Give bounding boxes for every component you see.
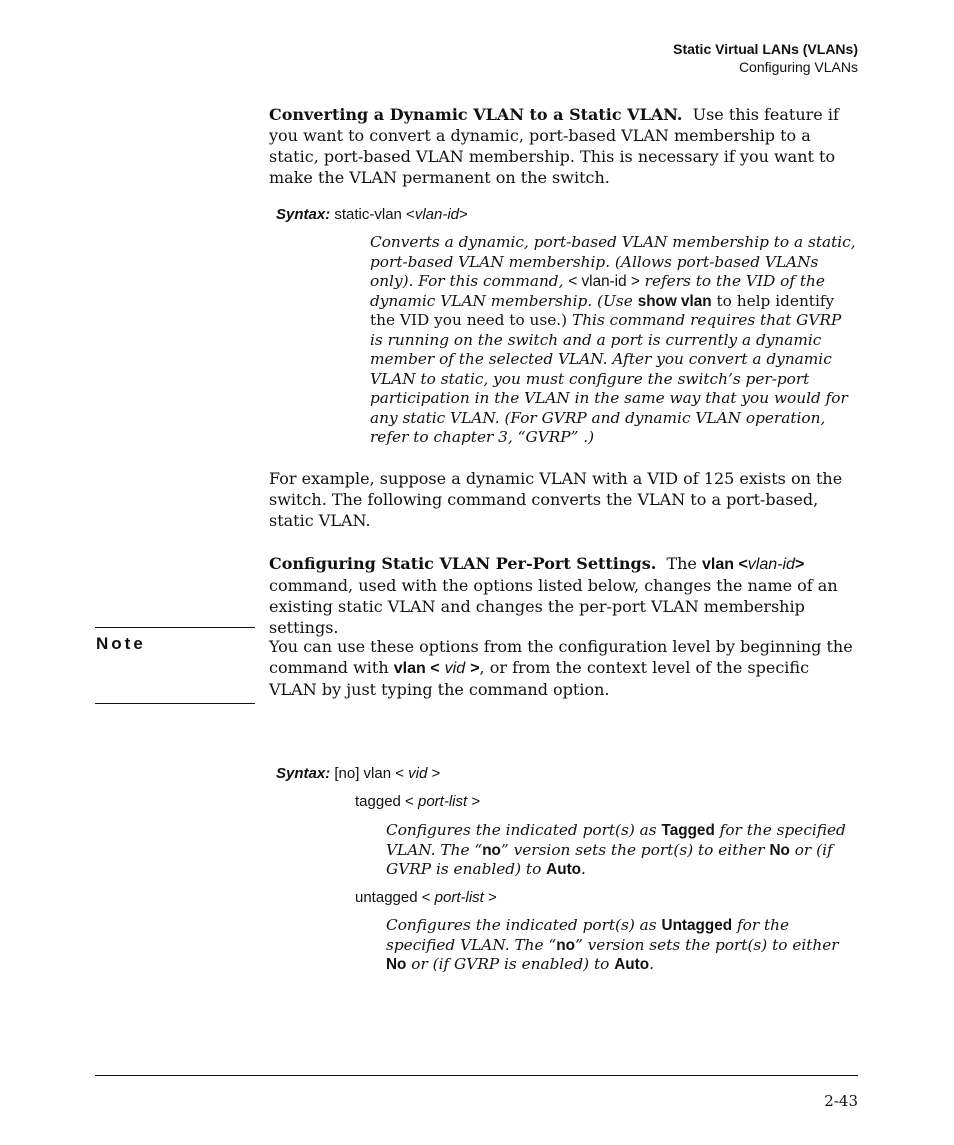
syntax2-arg: vid	[408, 765, 428, 782]
untagged-d4: or (if GVRP is enabled) to	[411, 955, 610, 973]
syntax-label: Syntax:	[276, 206, 331, 223]
untagged-description	[386, 916, 858, 975]
tagged-arg: port-list	[417, 793, 468, 810]
page-number: 2-43	[824, 1092, 858, 1110]
perport-arg: vlan-id	[747, 556, 795, 573]
syntax-command: static-vlan <	[334, 206, 415, 223]
untagged-d1: Configures the indicated port(s) as	[386, 916, 657, 934]
section-title: Configuring VLANs	[738, 59, 858, 75]
chapter-title: Static Virtual LANs (VLANs)	[673, 41, 858, 57]
untagged-d5: .	[649, 955, 654, 973]
untagged-option	[355, 888, 497, 908]
untagged-arg: port-list	[434, 889, 484, 906]
perport-cmd-end: >	[794, 556, 805, 573]
tagged-k3: No	[769, 841, 790, 859]
tagged-k4: Auto	[546, 861, 582, 878]
untagged-k2: no	[556, 936, 575, 954]
desc-text-3: to help identify the VID you need to use.)	[370, 291, 835, 329]
perport-paragraph	[269, 553, 844, 638]
untagged-d3: ” version sets the port(s) to either	[574, 935, 839, 954]
tagged-k1: Tagged	[661, 822, 715, 839]
tagged-option	[355, 792, 480, 812]
note-top-rule	[95, 627, 255, 628]
desc-text-4: This command requires that GVRP is running on the switch and a port is currently a dynamic member of the selected VLAN. After you convert a dynamic VLAN to static, you must configure the switch’s per-port participation in the VLAN in the same way that you would for any static VLAN. (For GVRP and dynamic VLAN operation, refer to chapter 3, “GVRP” .)	[370, 311, 848, 446]
convert-heading: Converting a Dynamic VLAN to a Static VLAN.	[269, 105, 683, 124]
syntax2-label: Syntax:	[276, 765, 331, 782]
desc-show-vlan: show vlan	[637, 292, 712, 310]
syntax2-end: >	[431, 765, 441, 782]
note-text	[269, 636, 859, 700]
desc-vlan-id: < vlan-id >	[568, 273, 640, 290]
syntax-end: >	[459, 206, 468, 223]
convert-description	[370, 233, 856, 448]
note-bottom-rule	[95, 703, 255, 704]
note-label: Note	[96, 634, 146, 653]
tagged-d4: or (if GVRP is enabled) to	[386, 840, 833, 878]
untagged-d2: for the specified VLAN. The “	[386, 916, 790, 954]
untagged-k4: Auto	[614, 956, 650, 973]
tagged-d3: ” version sets the port(s) to either	[500, 840, 765, 859]
note-text-2: , or from the context level of the specific VLAN by just typing the command option.	[269, 658, 810, 699]
convert-body: Use this feature if you want to convert a dynamic, port-based VLAN membership to a static, port-based VLAN membership. This is necessary if you want to make the VLAN permanent on the switch.	[269, 105, 839, 187]
example-paragraph: For example, suppose a dynamic VLAN with a VID of 125 exists on the switch. The following command converts the VLAN to a port-based, static VLAN.	[269, 469, 843, 530]
tagged-d1: Configures the indicated port(s) as	[386, 821, 657, 839]
tagged-end: >	[471, 793, 481, 810]
tagged-d2: for the specified VLAN. The “	[386, 821, 846, 859]
untagged-k3: No	[386, 956, 407, 973]
perport-cmd: vlan <	[701, 556, 748, 573]
tagged-d5: .	[581, 860, 586, 878]
convert-paragraph	[269, 104, 859, 188]
perport-heading: Configuring Static VLAN Per-Port Settings.	[269, 554, 657, 573]
vlan-syntax	[276, 764, 440, 784]
perport-text-2: command, used with the options listed below, changes the name of an existing static VLAN and changes the per-port VLAN membership settings.	[269, 576, 838, 637]
tagged-k2: no	[482, 841, 501, 859]
syntax2-cmd: [no] vlan <	[334, 765, 404, 782]
footer-rule	[95, 1075, 858, 1076]
untagged-cmd: untagged <	[355, 889, 431, 906]
desc-text-2: refers to the VID of the dynamic VLAN membership. (Use	[370, 272, 825, 310]
tagged-cmd: tagged <	[355, 793, 414, 810]
note-cmd-end: >	[470, 660, 480, 677]
convert-syntax	[276, 205, 468, 225]
note-text-1: You can use these options from the configuration level by beginning the command with	[269, 637, 853, 677]
note-arg: vid	[444, 660, 466, 677]
untagged-k1: Untagged	[661, 917, 733, 934]
tagged-description	[386, 821, 858, 880]
untagged-end: >	[488, 889, 497, 906]
desc-text-1: Converts a dynamic, port-based VLAN membership to a static, port-based VLAN membership. (Allows port-based VLANs only). For this command,	[370, 233, 856, 290]
note-cmd: vlan <	[393, 660, 440, 677]
syntax-arg: vlan-id	[414, 206, 459, 223]
perport-text-1: The	[666, 554, 697, 573]
